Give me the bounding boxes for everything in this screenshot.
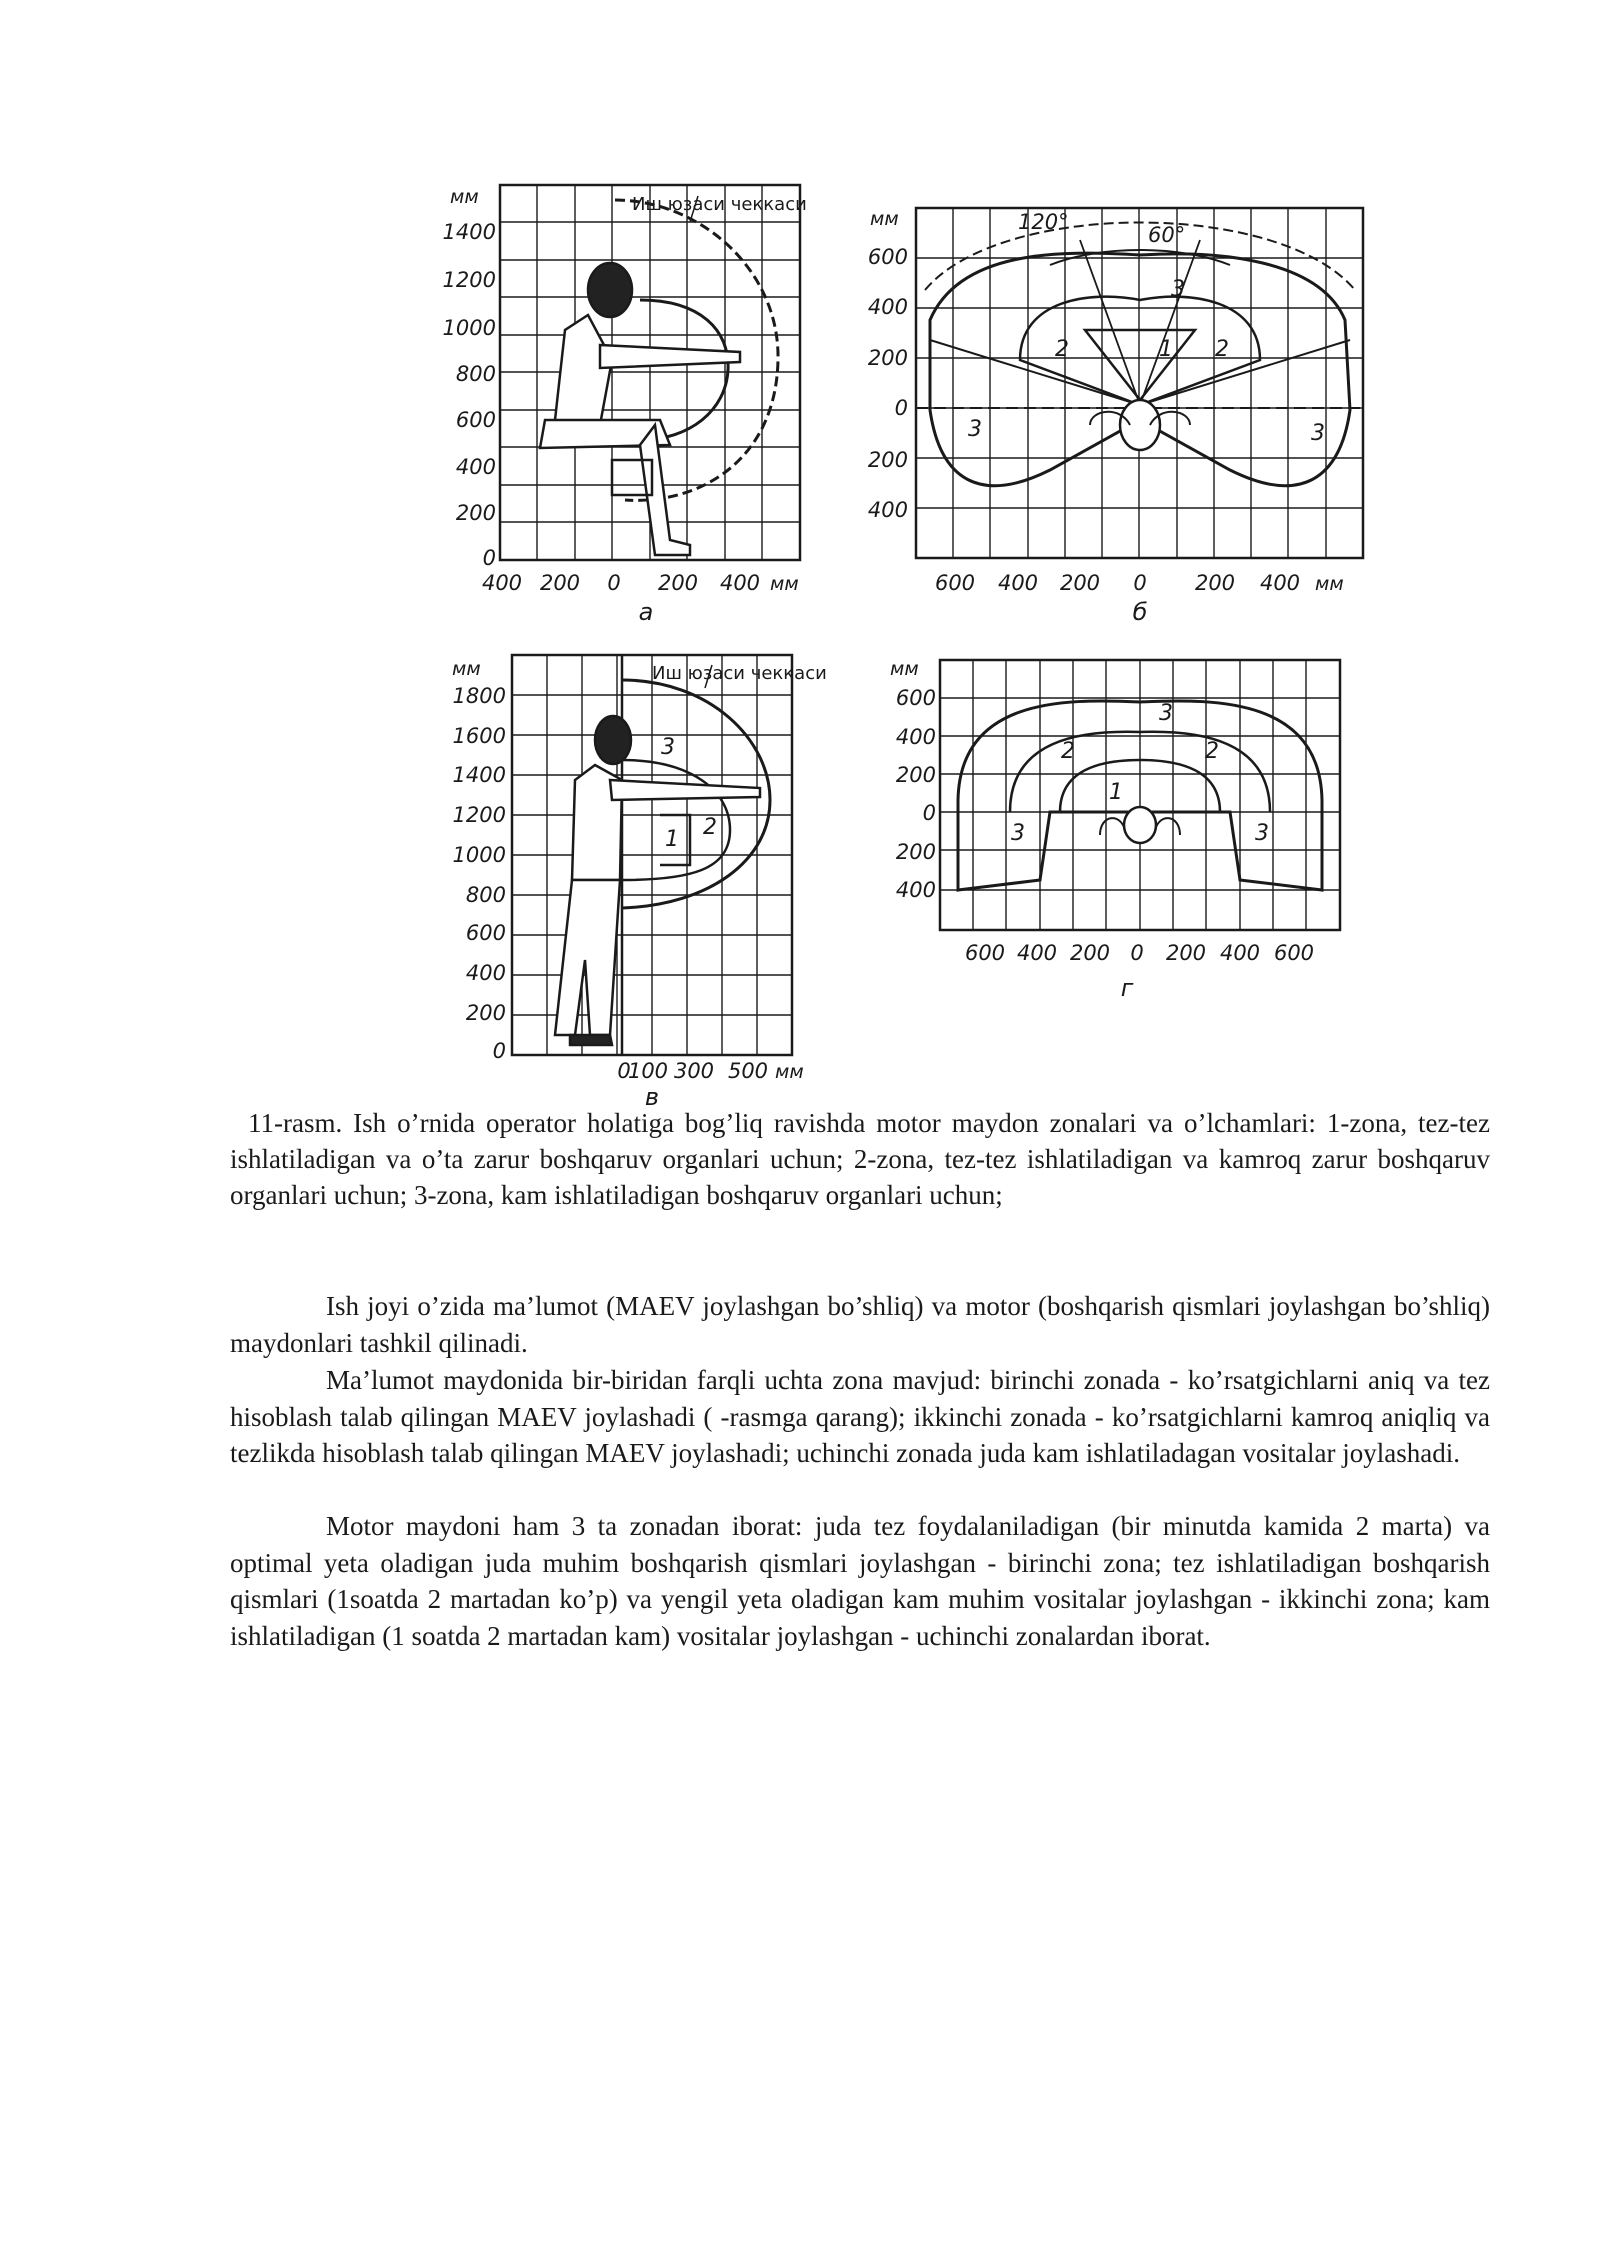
panel-c-zone-label: 3 — [661, 735, 675, 760]
panel-a-x-tick: 400 — [719, 571, 761, 595]
panel-d-zone-label: 1 — [1109, 780, 1123, 805]
panel-c-x-tick: 100 — [627, 1059, 669, 1083]
panel-b-zone-label: 3 — [1311, 421, 1325, 446]
panel-d-x-tick: 200 — [1165, 941, 1207, 965]
panel-b-y-tick: 200 — [867, 448, 908, 472]
panel-a-x-tick: 0 — [607, 571, 621, 595]
panel-b-x-tick: 200 — [1194, 571, 1236, 595]
panel-c-y-tick: 400 — [465, 961, 506, 985]
panel-b-zone-label: 3 — [968, 417, 982, 442]
panel-d-zone-label: 3 — [1159, 701, 1173, 726]
panel-c-y-tick: 1600 — [452, 724, 506, 748]
panel-d-drawing — [0, 0, 1600, 1100]
panel-d-x-tick: 600 — [964, 941, 1006, 965]
panel-c-zone-label: 2 — [703, 815, 717, 840]
panel-d-zone-label: 3 — [1255, 821, 1269, 846]
panel-d-x-tick: 600 — [1273, 941, 1315, 965]
body-paragraph: Ish joyi o’zida ma’lumot (MAEV joylashgan bo’shliq) va motor (boshqarish qismlari joylashgan bo’shliq) maydonlari tashkil qilinadi. — [230, 1291, 1490, 1358]
panel-a-x-tick: 200 — [657, 571, 699, 595]
panel-b-y-tick: 600 — [867, 245, 908, 269]
panel-b-x-tick: 0 — [1133, 571, 1147, 595]
panel-c-y-tick: 0 — [492, 1039, 506, 1063]
panel-a-y-tick: 0 — [482, 546, 496, 570]
panel-c-y-tick: 800 — [465, 883, 506, 907]
panel-a-unit: мм — [450, 186, 479, 208]
panel-d-y-tick: 200 — [895, 763, 936, 787]
panel-c-y-tick: 200 — [465, 1001, 506, 1025]
panel-d-y-tick: 400 — [895, 878, 936, 902]
panel-a-y-tick: 800 — [455, 362, 496, 386]
panel-c-y-tick: 600 — [465, 921, 506, 945]
panel-b-angle-label: 120° — [1018, 210, 1069, 234]
panel-c-annotation: Иш юзаси чеккаси — [652, 663, 827, 684]
panel-a-y-tick: 600 — [455, 408, 496, 432]
panel-a-y-tick: 1200 — [442, 268, 496, 292]
panel-b-zone-label: 3 — [1171, 277, 1185, 302]
panel-b-unit: мм — [870, 208, 899, 230]
panel-c-letter: в — [644, 1083, 660, 1111]
panel-b-y-tick: 400 — [867, 498, 908, 522]
body-paragraph: Ma’lumot maydonida bir-biridan farqli uchta zona mavjud: birinchi zonada - ko’rsatgichlarni aniq va tez hisoblash talab qilingan MAEV joylashadi ( -rasmga qarang); ikkinchi zonada - ko’rsatgichlarni kamroq aniqliq va tezlikda hisoblash talab qilingan MAEV joylashadi; uchinchi zonada juda kam ishlatiladagan vositalar joylashadi. — [230, 1365, 1490, 1468]
panel-a-y-tick: 400 — [455, 455, 496, 479]
panel-a-y-tick: 1400 — [442, 220, 496, 244]
figure-caption: 11-rasm. Ish o’rnida operator holatiga bog’liq ravishda motor maydon zonalari va o’lchamlari: 1-zona, tez-tez ishlatiladigan va o’ta zarur boshqaruv organlari uchun; 2-zona, tez-tez ishlatiladigan va kamroq zarur boshqaruv organlari uchun; 3-zona, kam ishlatiladigan boshqaruv organlari uchun; — [230, 1108, 1490, 1210]
panel-d-zone-label: 2 — [1205, 739, 1219, 764]
panel-b-angle-label: 60° — [1148, 223, 1186, 247]
panel-d-zone-label: 3 — [1011, 821, 1025, 846]
panel-d-y-tick: 400 — [895, 725, 936, 749]
panel-b-zone-label: 2 — [1215, 337, 1229, 362]
panel-b-x-tick: 400 — [1259, 571, 1301, 595]
panel-c-zone-label: 1 — [665, 827, 679, 852]
panel-d-y-tick: 200 — [895, 840, 936, 864]
panel-c-y-tick: 1200 — [452, 803, 506, 827]
panel-d-unit: мм — [890, 658, 919, 680]
panel-d-y-tick: 600 — [895, 686, 936, 710]
panel-c-y-tick: 1000 — [452, 843, 506, 867]
panel-b-zone-label: 2 — [1055, 337, 1069, 362]
panel-a-annotation: Иш юзаси чеккаси — [632, 194, 807, 215]
panel-c-x-tick: 0 — [617, 1059, 631, 1083]
panel-b-x-tick: 200 — [1059, 571, 1101, 595]
panel-d-letter: г — [1120, 974, 1134, 1002]
panel-c-unit: мм — [452, 658, 481, 680]
panel-a-letter: а — [638, 598, 654, 626]
panel-c-y-tick: 1800 — [452, 684, 506, 708]
panel-b-x-tick: 400 — [997, 571, 1039, 595]
panel-d-zone-label: 2 — [1061, 739, 1075, 764]
panel-a-x-tick: 200 — [539, 571, 581, 595]
panel-b-y-tick: 0 — [894, 396, 908, 420]
panel-c-y-tick: 1400 — [452, 763, 506, 787]
panel-c-x-tick: 300 — [673, 1059, 715, 1083]
panel-a-y-tick: 1000 — [442, 316, 496, 340]
panel-d-x-tick: 0 — [1130, 941, 1144, 965]
panel-b-x-unit: мм — [1315, 573, 1344, 595]
body-paragraph: Motor maydoni ham 3 ta zonadan iborat: juda tez foydalaniladigan (bir minutda kamida 2 marta) va optimal yeta oladigan juda muhim boshqarish qismlari joylashgan - birinchi zona; tez ishlatiladigan boshqarish qismlari (1soatda 2 martadan ko’p) va yengil yeta oladigan kam muhim vositalar joylashgan - ikkinchi zona; kam ishlatiladigan (1 soatda 2 martadan kam) vositalar joylashgan - uchinchi zonalardan iborat. — [230, 1511, 1490, 1651]
panel-c-x-unit: мм — [775, 1061, 804, 1083]
panel-a-y-tick: 200 — [455, 501, 496, 525]
panel-c-x-tick: 500 — [727, 1059, 769, 1083]
panel-a-x-unit: мм — [770, 573, 799, 595]
panel-d-y-tick: 0 — [922, 801, 936, 825]
panel-d-x-tick: 200 — [1069, 941, 1111, 965]
panel-b-y-tick: 400 — [867, 295, 908, 319]
panel-b-y-tick: 200 — [867, 346, 908, 370]
panel-b-letter: б — [1132, 598, 1148, 626]
panel-a-x-tick: 400 — [481, 571, 523, 595]
panel-d-x-tick: 400 — [1016, 941, 1058, 965]
panel-d-x-tick: 400 — [1219, 941, 1261, 965]
panel-b-zone-label: 1 — [1159, 337, 1173, 362]
panel-b-x-tick: 600 — [934, 571, 976, 595]
